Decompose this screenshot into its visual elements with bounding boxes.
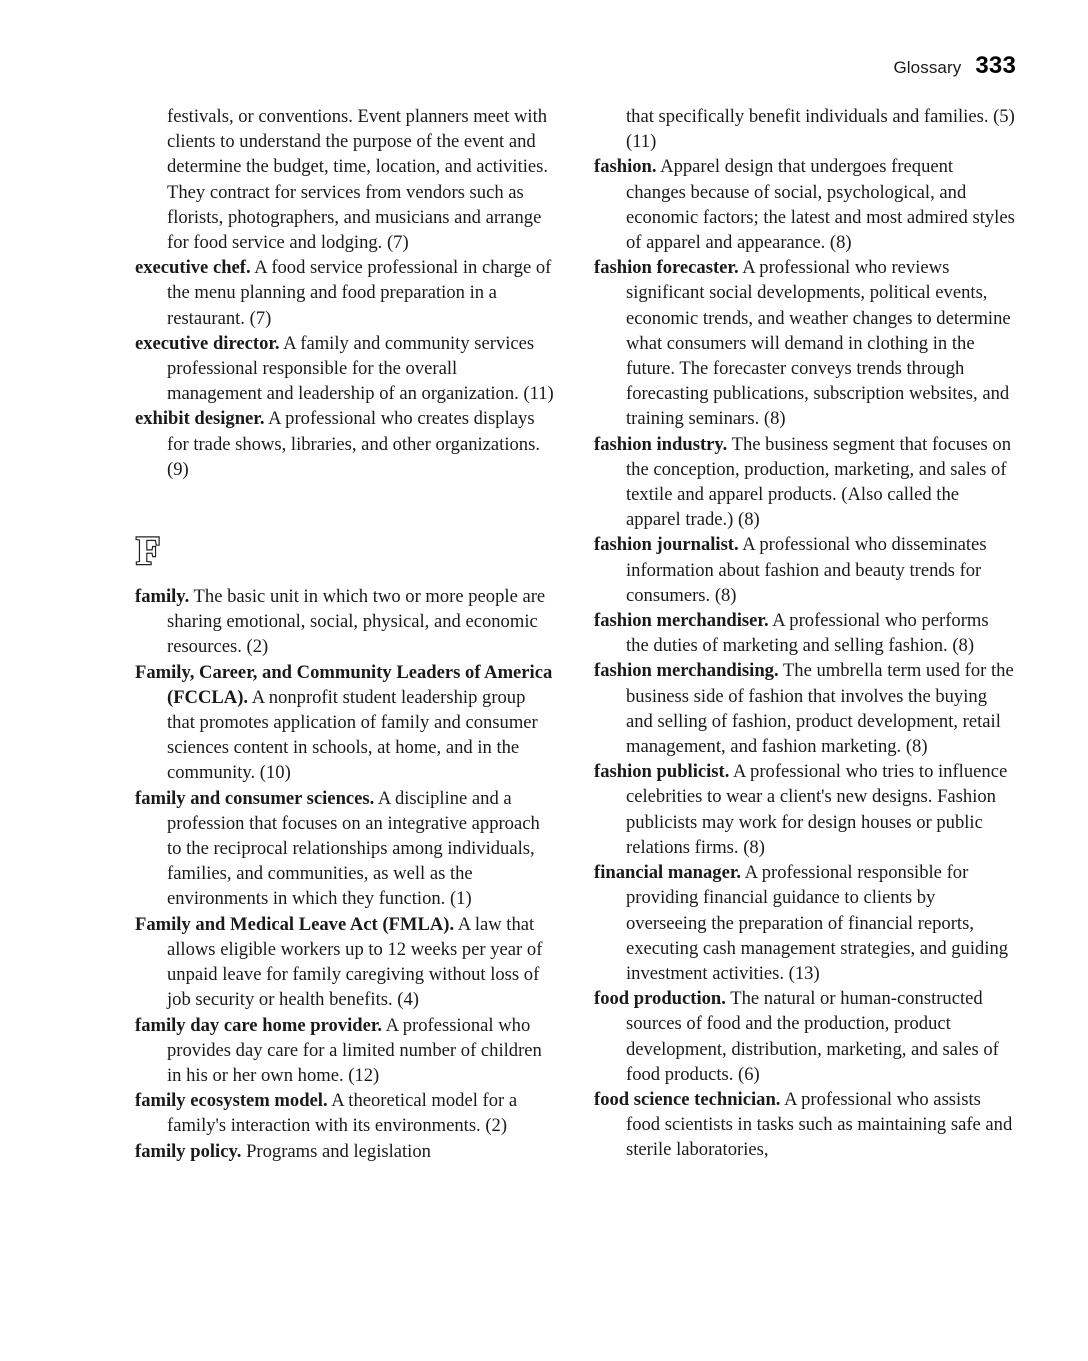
entry-definition: A food service professional in charge of the menu planning and food preparation in a restaurant. (7): [167, 257, 552, 329]
entry-term: fashion forecaster.: [594, 257, 739, 279]
entry-definition: A professional who creates displays for trade shows, libraries, and other organizations. (9): [167, 408, 540, 480]
entry-definition: The natural or human-constructed sources of food and the production, product development, distribution, marketing, and sales of food products. (6): [626, 988, 999, 1085]
glossary-entry: [594, 1087, 1015, 1163]
entry-term: fashion merchandiser.: [594, 610, 769, 632]
glossary-entry: [594, 255, 1015, 431]
entry-term: family policy.: [135, 1140, 242, 1162]
entry-continuation: [135, 104, 556, 255]
entry-term: family.: [135, 586, 190, 608]
glossary-entry: [135, 1088, 556, 1138]
entry-definition: A family and community services professional responsible for the overall management and leadership of an organization. (11): [167, 332, 554, 405]
entry-definition: that specifically benefit individuals and families. (5) (11): [626, 106, 1015, 153]
entry-term: food science technician.: [594, 1088, 781, 1110]
entry-term: Family and Medical Leave Act (FMLA).: [135, 913, 455, 935]
page-number: 333: [975, 52, 1016, 79]
glossary-entry: [135, 1139, 556, 1164]
glossary-entry: [135, 786, 556, 912]
entry-definition: A professional who performs the duties of marketing and selling fashion. (8): [626, 610, 989, 657]
entry-definition: A professional who provides day care for a limited number of children in his or her own home. (12): [167, 1014, 542, 1086]
glossary-columns: [135, 104, 1015, 1164]
entry-definition: The umbrella term used for the business side of fashion that involves the buying and selling of fashion, product development, retail management, and fashion marketing. (8): [626, 660, 1014, 758]
entry-definition: The business segment that focuses on the conception, production, marketing, and sales of textile and apparel products. (Also called the apparel trade.) (8): [626, 433, 1011, 531]
glossary-entry: [135, 584, 556, 660]
entry-continuation: [594, 104, 1015, 154]
entry-definition: A professional responsible for providing financial guidance to clients by overseeing the preparation of financial reports, executing cash management strategies, and guiding investment activities. (13): [626, 862, 1009, 984]
entry-definition: festivals, or conventions. Event planners meet with clients to understand the purpose of the event and determine the budget, time, location, and activities. They contract for services from vendors such as florists, photographers, and musicians and arrange for food service and lodging. (7): [167, 106, 549, 254]
entry-term: fashion industry.: [594, 433, 728, 455]
entry-definition: A professional who reviews significant social developments, political events, economic trends, and weather changes to determine what consumers will demand in clothing in the future. The forecaster conveys trends through forecasting publications, subscription websites, and training seminars. (8): [626, 257, 1011, 430]
entry-term: family and consumer sciences.: [135, 787, 375, 809]
glossary-entry: [135, 1013, 556, 1089]
glossary-entry: [594, 759, 1015, 860]
entry-term: fashion merchandising.: [594, 660, 779, 682]
entry-definition: A professional who tries to influence celebrities to wear a client's new designs. Fashion publicists may work for design houses or public relations firms. (8): [626, 761, 1008, 858]
right-column: [594, 104, 1015, 1164]
left-column: [135, 104, 556, 1164]
running-head-label: Glossary: [893, 58, 962, 77]
entry-term: executive director.: [135, 332, 280, 354]
entry-definition: Programs and legislation: [246, 1140, 431, 1162]
glossary-entry: [594, 658, 1015, 759]
entry-definition: A discipline and a profession that focuses on an integrative approach to the reciprocal relationships among individuals, families, and communities, as well as the environments in which they function. (1): [167, 787, 540, 910]
entry-term: fashion.: [594, 156, 657, 178]
entry-term: family day care home provider.: [135, 1014, 383, 1036]
glossary-entry: [594, 154, 1015, 255]
entry-definition: A theoretical model for a family's interaction with its environments. (2): [167, 1090, 518, 1137]
entry-term: fashion journalist.: [594, 534, 739, 556]
entry-definition: A nonprofit student leadership group that promotes application of family and consumer sciences content in schools, at home, and in the community. (10): [167, 686, 538, 784]
entry-term: fashion publicist.: [594, 761, 730, 783]
entry-definition: A professional who disseminates information about fashion and beauty trends for consumers. (8): [626, 534, 987, 606]
entry-term: food production.: [594, 988, 726, 1010]
entry-term: Family, Career, and Community Leaders of America (FCCLA).: [135, 661, 553, 708]
glossary-entry: [594, 432, 1015, 533]
letter-section-heading: [135, 482, 556, 584]
glossary-entry: [594, 986, 1015, 1087]
glossary-entry: [135, 912, 556, 1013]
entry-definition: A law that allows eligible workers up to 12 weeks per year of unpaid leave for family caregiving without loss of job security or health benefits. (4): [167, 913, 543, 1011]
entry-definition: The basic unit in which two or more people are sharing emotional, social, physical, and economic resources. (2): [167, 586, 546, 658]
glossary-entry: [594, 860, 1015, 986]
entry-term: exhibit designer.: [135, 408, 265, 430]
entry-term: executive chef.: [135, 257, 251, 279]
glossary-entry: [594, 532, 1015, 608]
entry-term: financial manager.: [594, 862, 742, 884]
glossary-entry: [135, 406, 556, 482]
glossary-entry: [135, 255, 556, 331]
entry-term: family ecosystem model.: [135, 1090, 328, 1112]
glossary-entry: [135, 660, 556, 786]
letter-glyph: F: [136, 528, 161, 573]
glossary-entry: [594, 608, 1015, 658]
entry-definition: Apparel design that undergoes frequent changes because of social, psychological, and economic factors; the latest and most admired styles of apparel and appearance. (8): [626, 156, 1015, 254]
glossary-entry: [135, 331, 556, 407]
running-head: [893, 52, 1016, 80]
entry-definition: A professional who assists food scientists in tasks such as maintaining safe and sterile laboratories,: [626, 1088, 1013, 1161]
